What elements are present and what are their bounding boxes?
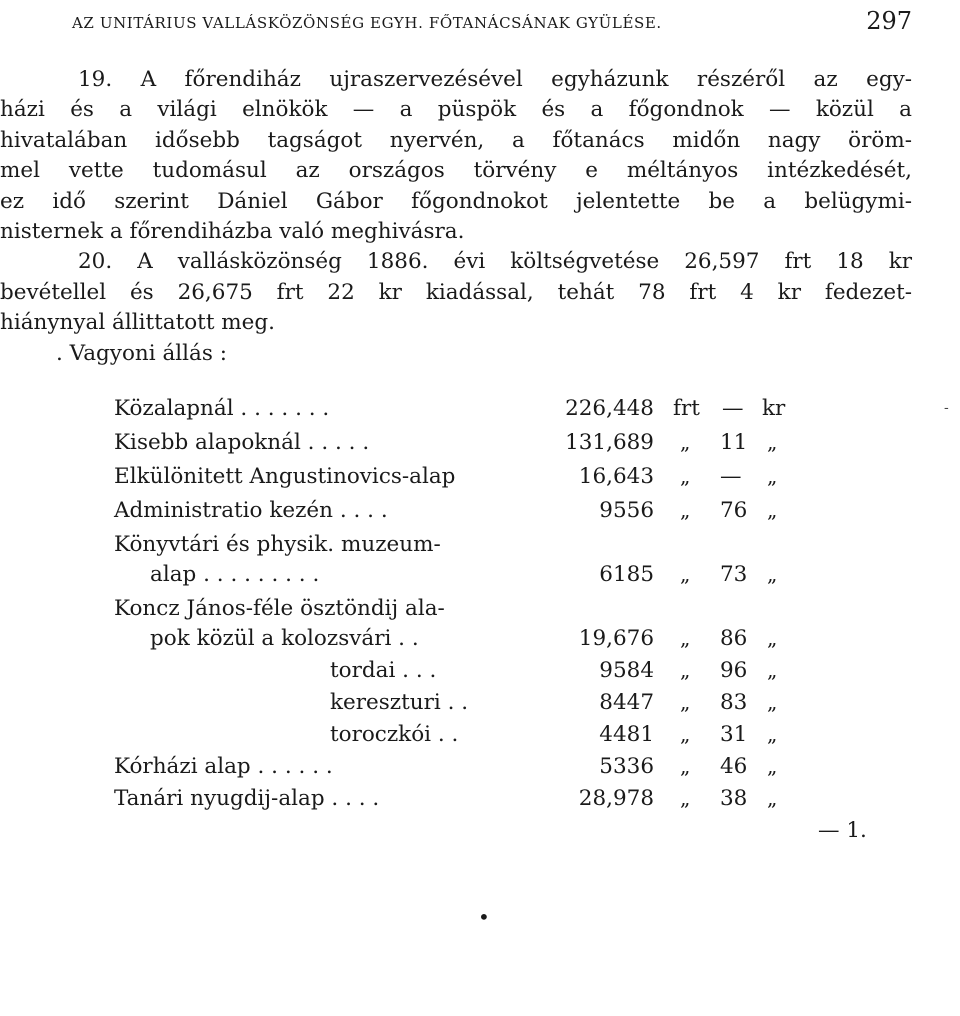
paragraph-20-line-2: bevétellel és 26,675 frt 22 kr kiadással, tehát 78 frt 4 kr fedezet- xyxy=(0,279,912,305)
ledger-kr: 31 xyxy=(720,722,748,747)
ledger-label: kereszturi . . xyxy=(330,690,469,715)
paragraph-20-line-1: 20. A vallásközönség 1886. évi költségvetése 26,597 frt 18 kr xyxy=(78,249,912,275)
ledger-amount: 28,978 xyxy=(578,786,654,811)
paragraph-19-line-6: nisternek a főrendiházba való meghivásra. xyxy=(0,218,465,244)
ditto-mark: „ xyxy=(767,722,778,746)
ditto-mark: „ xyxy=(680,562,691,586)
ledger-kr: 11 xyxy=(720,430,748,455)
ledger-row xyxy=(0,396,960,426)
ledger-amount: 8447 xyxy=(599,690,654,715)
ditto-mark: „ xyxy=(767,498,778,522)
ledger-amount: 16,643 xyxy=(578,464,654,489)
ledger-amount: 6185 xyxy=(599,562,654,587)
ditto-mark: „ xyxy=(767,464,778,488)
ledger-amount: 4481 xyxy=(599,722,654,747)
ledger-kr: — xyxy=(722,396,744,421)
ditto-mark: „ xyxy=(680,430,691,454)
ledger-kr: 96 xyxy=(720,658,748,683)
ledger-row xyxy=(0,626,960,656)
ledger-label: toroczkói . . xyxy=(330,722,459,747)
ledger-amount: 9584 xyxy=(599,658,654,683)
ditto-mark: „ xyxy=(767,754,778,778)
ledger-row xyxy=(0,722,960,752)
ditto-mark: „ xyxy=(680,754,691,778)
paragraph-19-line-3: hivatalában idősebb tagságot nyervén, a főtanács midőn nagy öröm- xyxy=(0,127,912,153)
ledger-row xyxy=(0,690,960,720)
paragraph-19-line-2: házi és a világi elnökök — a püspök és a főgondnok — közül a xyxy=(0,97,912,123)
ledger-kr: — xyxy=(720,464,742,489)
ledger-kr: 38 xyxy=(720,786,748,811)
ledger-kr: 76 xyxy=(720,498,748,523)
ledger-row xyxy=(0,596,960,626)
running-header xyxy=(72,6,912,36)
paragraph-20-line-3: hiánynyal állittatott meg. xyxy=(0,310,276,336)
ditto-mark: „ xyxy=(680,626,691,650)
running-title: AZ UNITÁRIUS VALLÁSKÖZÖNSÉG EGYH. FŐTANÁCSÁNAK GYÜLÉSE. xyxy=(72,14,662,32)
ditto-mark: „ xyxy=(680,464,691,488)
paragraph-19-line-4: mel vette tudomásul az országos törvény e méltányos intézkedését, xyxy=(0,158,912,184)
ledger-label: Tanári nyugdij-alap . . . . xyxy=(114,786,380,811)
ditto-mark: „ xyxy=(680,722,691,746)
ditto-mark: „ xyxy=(767,690,778,714)
ditto-mark: „ xyxy=(767,626,778,650)
ledger-kr: 83 xyxy=(720,690,748,715)
ledger-row xyxy=(0,562,960,592)
ledger-label: Kisebb alapoknál . . . . . xyxy=(114,430,370,455)
ledger-row xyxy=(0,658,960,688)
ledger-amount: 5336 xyxy=(599,754,654,779)
ledger-kr: 73 xyxy=(720,562,748,587)
ledger-row xyxy=(0,430,960,460)
ledger-label: Közalapnál . . . . . . . xyxy=(114,396,330,421)
ditto-mark: „ xyxy=(767,562,778,586)
ledger-amount: 19,676 xyxy=(578,626,654,651)
ledger-row xyxy=(0,754,960,784)
body-text xyxy=(0,65,912,369)
subunit-label: kr xyxy=(762,396,786,421)
ledger-label: Koncz János-féle ösztöndij ala- xyxy=(114,596,445,621)
currency-label: frt xyxy=(673,396,700,421)
ditto-mark: „ xyxy=(767,786,778,810)
ledger-kr: 46 xyxy=(720,754,748,779)
ditto-mark: „ xyxy=(767,430,778,454)
paragraph-19-line-1: 19. A főrendiház ujraszervezésével egyházunk részéről az egy- xyxy=(78,67,912,92)
ledger-amount: 226,448 xyxy=(565,396,654,421)
ledger-label: Könyvtári és physik. muzeum- xyxy=(114,532,441,557)
trailing-mark: — 1. xyxy=(818,818,867,843)
ledger-label: tordai . . . xyxy=(330,658,437,683)
ditto-mark: „ xyxy=(767,658,778,682)
ledger-row xyxy=(0,464,960,494)
ledger-kr: 86 xyxy=(720,626,748,651)
ditto-mark: „ xyxy=(680,690,691,714)
ledger-label: Administratio kezén . . . . xyxy=(114,498,388,523)
ditto-mark: „ xyxy=(680,658,691,682)
paragraph-19-line-5: ez idő szerint Dániel Gábor főgondnokot jelentette be a belügymi- xyxy=(0,188,912,214)
ledger-row xyxy=(0,786,960,816)
margin-tick: - xyxy=(944,400,949,416)
ledger-label: pok közül a kolozsvári . . xyxy=(150,626,419,651)
ditto-mark: „ xyxy=(680,786,691,810)
ledger-label: Kórházi alap . . . . . . xyxy=(114,754,333,779)
stray-dot: • xyxy=(478,905,490,929)
page-number: 297 xyxy=(866,7,912,35)
assets-heading: . Vagyoni állás : xyxy=(56,340,227,366)
ditto-mark: „ xyxy=(680,498,691,522)
ledger-label: Elkülönitett Angustinovics-alap xyxy=(114,464,456,489)
ledger-amount: 9556 xyxy=(599,498,654,523)
ledger-row xyxy=(0,532,960,562)
ledger-label: alap . . . . . . . . . xyxy=(150,562,320,587)
ledger-row xyxy=(0,498,960,528)
ledger-amount: 131,689 xyxy=(565,430,654,455)
